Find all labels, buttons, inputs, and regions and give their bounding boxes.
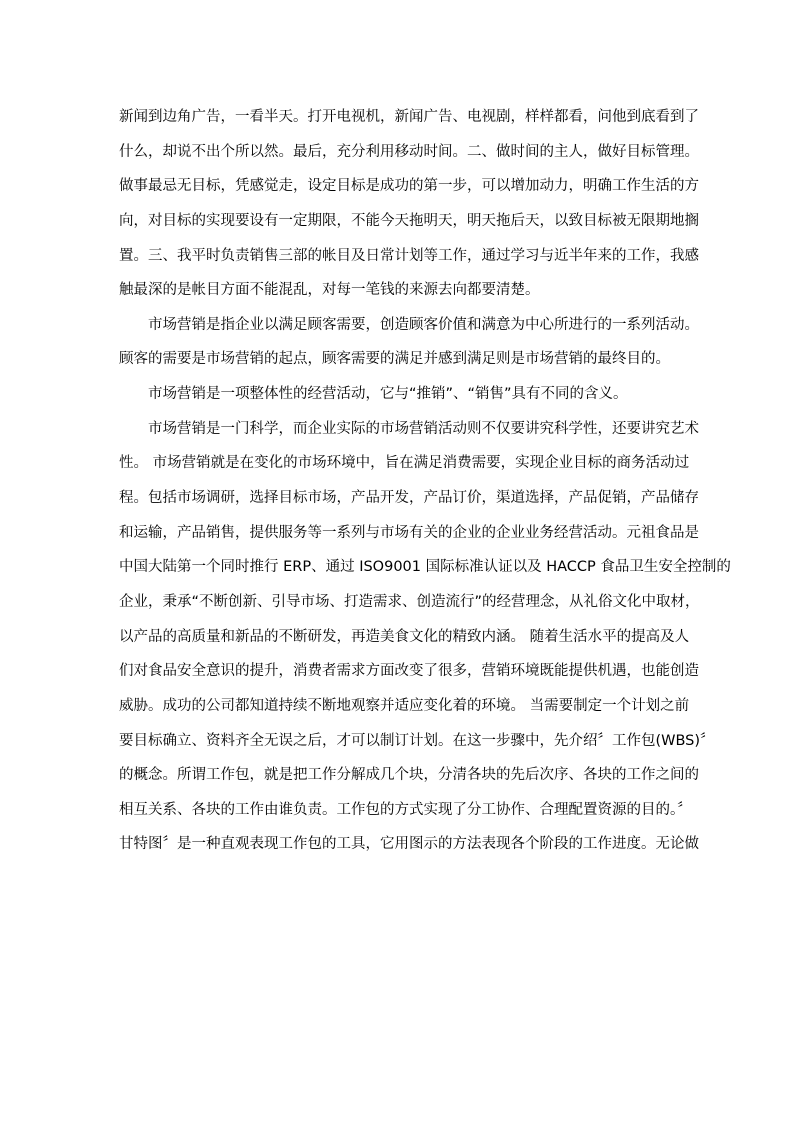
text-line: 和运输，产品销售，提供服务等一系列与市场有关的企业的企业业务经营活动。元祖食品是 bbox=[119, 524, 699, 541]
text-line: 什么，却说不出个所以然。最后，充分利用移动时间。二、做时间的主人，做好目标管理。 bbox=[119, 143, 699, 160]
text-line: 以产品的高质量和新品的不断研发，再造美食文化的精致内涵。 随着生活水平的提高及人 bbox=[119, 628, 690, 645]
paragraph-first-line: 市场营销是一项整体性的经营活动，它与“推销”、“销售”具有不同的含义。 bbox=[148, 386, 628, 403]
text-line: 新闻到边角广告，一看半天。打开电视机，新闻广告、电视剧，样样都看，问他到底看到了 bbox=[119, 109, 699, 125]
paragraph-first-line: 市场营销是一门科学，而企业实际的市场营销活动则不仅要讲究科学性，还要讲究艺术 bbox=[148, 420, 699, 437]
text-line: 性。 市场营销就是在变化的市场环境中，旨在满足消费需要，实现企业目标的商务活动过 bbox=[119, 455, 690, 472]
text-line: 中国大陆第一个同时推行 ERP、通过 ISO9001 国际标准认证以及 HACCP 食品卫生安全控制的 bbox=[119, 559, 731, 576]
text-line: 置。三、我平时负责销售三部的帐目及日常计划等工作，通过学习与近半年来的工作，我感 bbox=[119, 247, 699, 264]
body-text bbox=[119, 100, 731, 862]
paragraph-first-line: 市场营销是指企业以满足顾客需要，创造顾客价值和满意为中心所进行的一系列活动。 bbox=[148, 316, 699, 333]
text-line: 们对食品安全意识的提升，消费者需求方面改变了很多，营销环境既能提供机遇，也能创造 bbox=[119, 663, 699, 680]
text-line: 要目标确立、资料齐全无误之后，才可以制订计划。在这一步骤中，先介绍〞工作包(WBS)〞 bbox=[119, 732, 715, 749]
text-line: 企业，秉承“不断创新、引导市场、打造需求、创造流行”的经营理念，从礼俗文化中取材， bbox=[119, 593, 700, 610]
text-line: 顾客的需要是市场营销的起点，顾客需要的满足并感到满足则是市场营销的最终目的。 bbox=[119, 351, 670, 368]
text-line: 的概念。所谓工作包，就是把工作分解成几个块，分清各块的先后次序、各块的工作之间的 bbox=[119, 767, 699, 784]
text-line: 触最深的是帐目方面不能混乱，对每一笔钱的来源去向都要清楚。 bbox=[119, 282, 540, 299]
text-line: 程。包括市场调研，选择目标市场，产品开发，产品订价，渠道选择，产品促销，产品储存 bbox=[119, 490, 699, 507]
text-line: 威胁。成功的公司都知道持续不断地观察并适应变化着的环境。 当需要制定一个计划之前 bbox=[119, 697, 690, 714]
text-line: 做事最忌无目标，凭感觉走，设定目标是成功的第一步，可以增加动力，明确工作生活的方 bbox=[119, 178, 699, 195]
text-line: 甘特图〞是一种直观表现工作包的工具，它用图示的方法表现各个阶段的工作进度。无论做 bbox=[119, 836, 699, 853]
text-line: 相互关系、各块的工作由谁负责。工作包的方式实现了分工协作、合理配置资源的目的。〞 bbox=[119, 801, 692, 818]
text-line: 向，对目标的实现要设有一定期限，不能今天拖明天，明天拖后天，以致目标被无限期地搁 bbox=[119, 212, 699, 229]
